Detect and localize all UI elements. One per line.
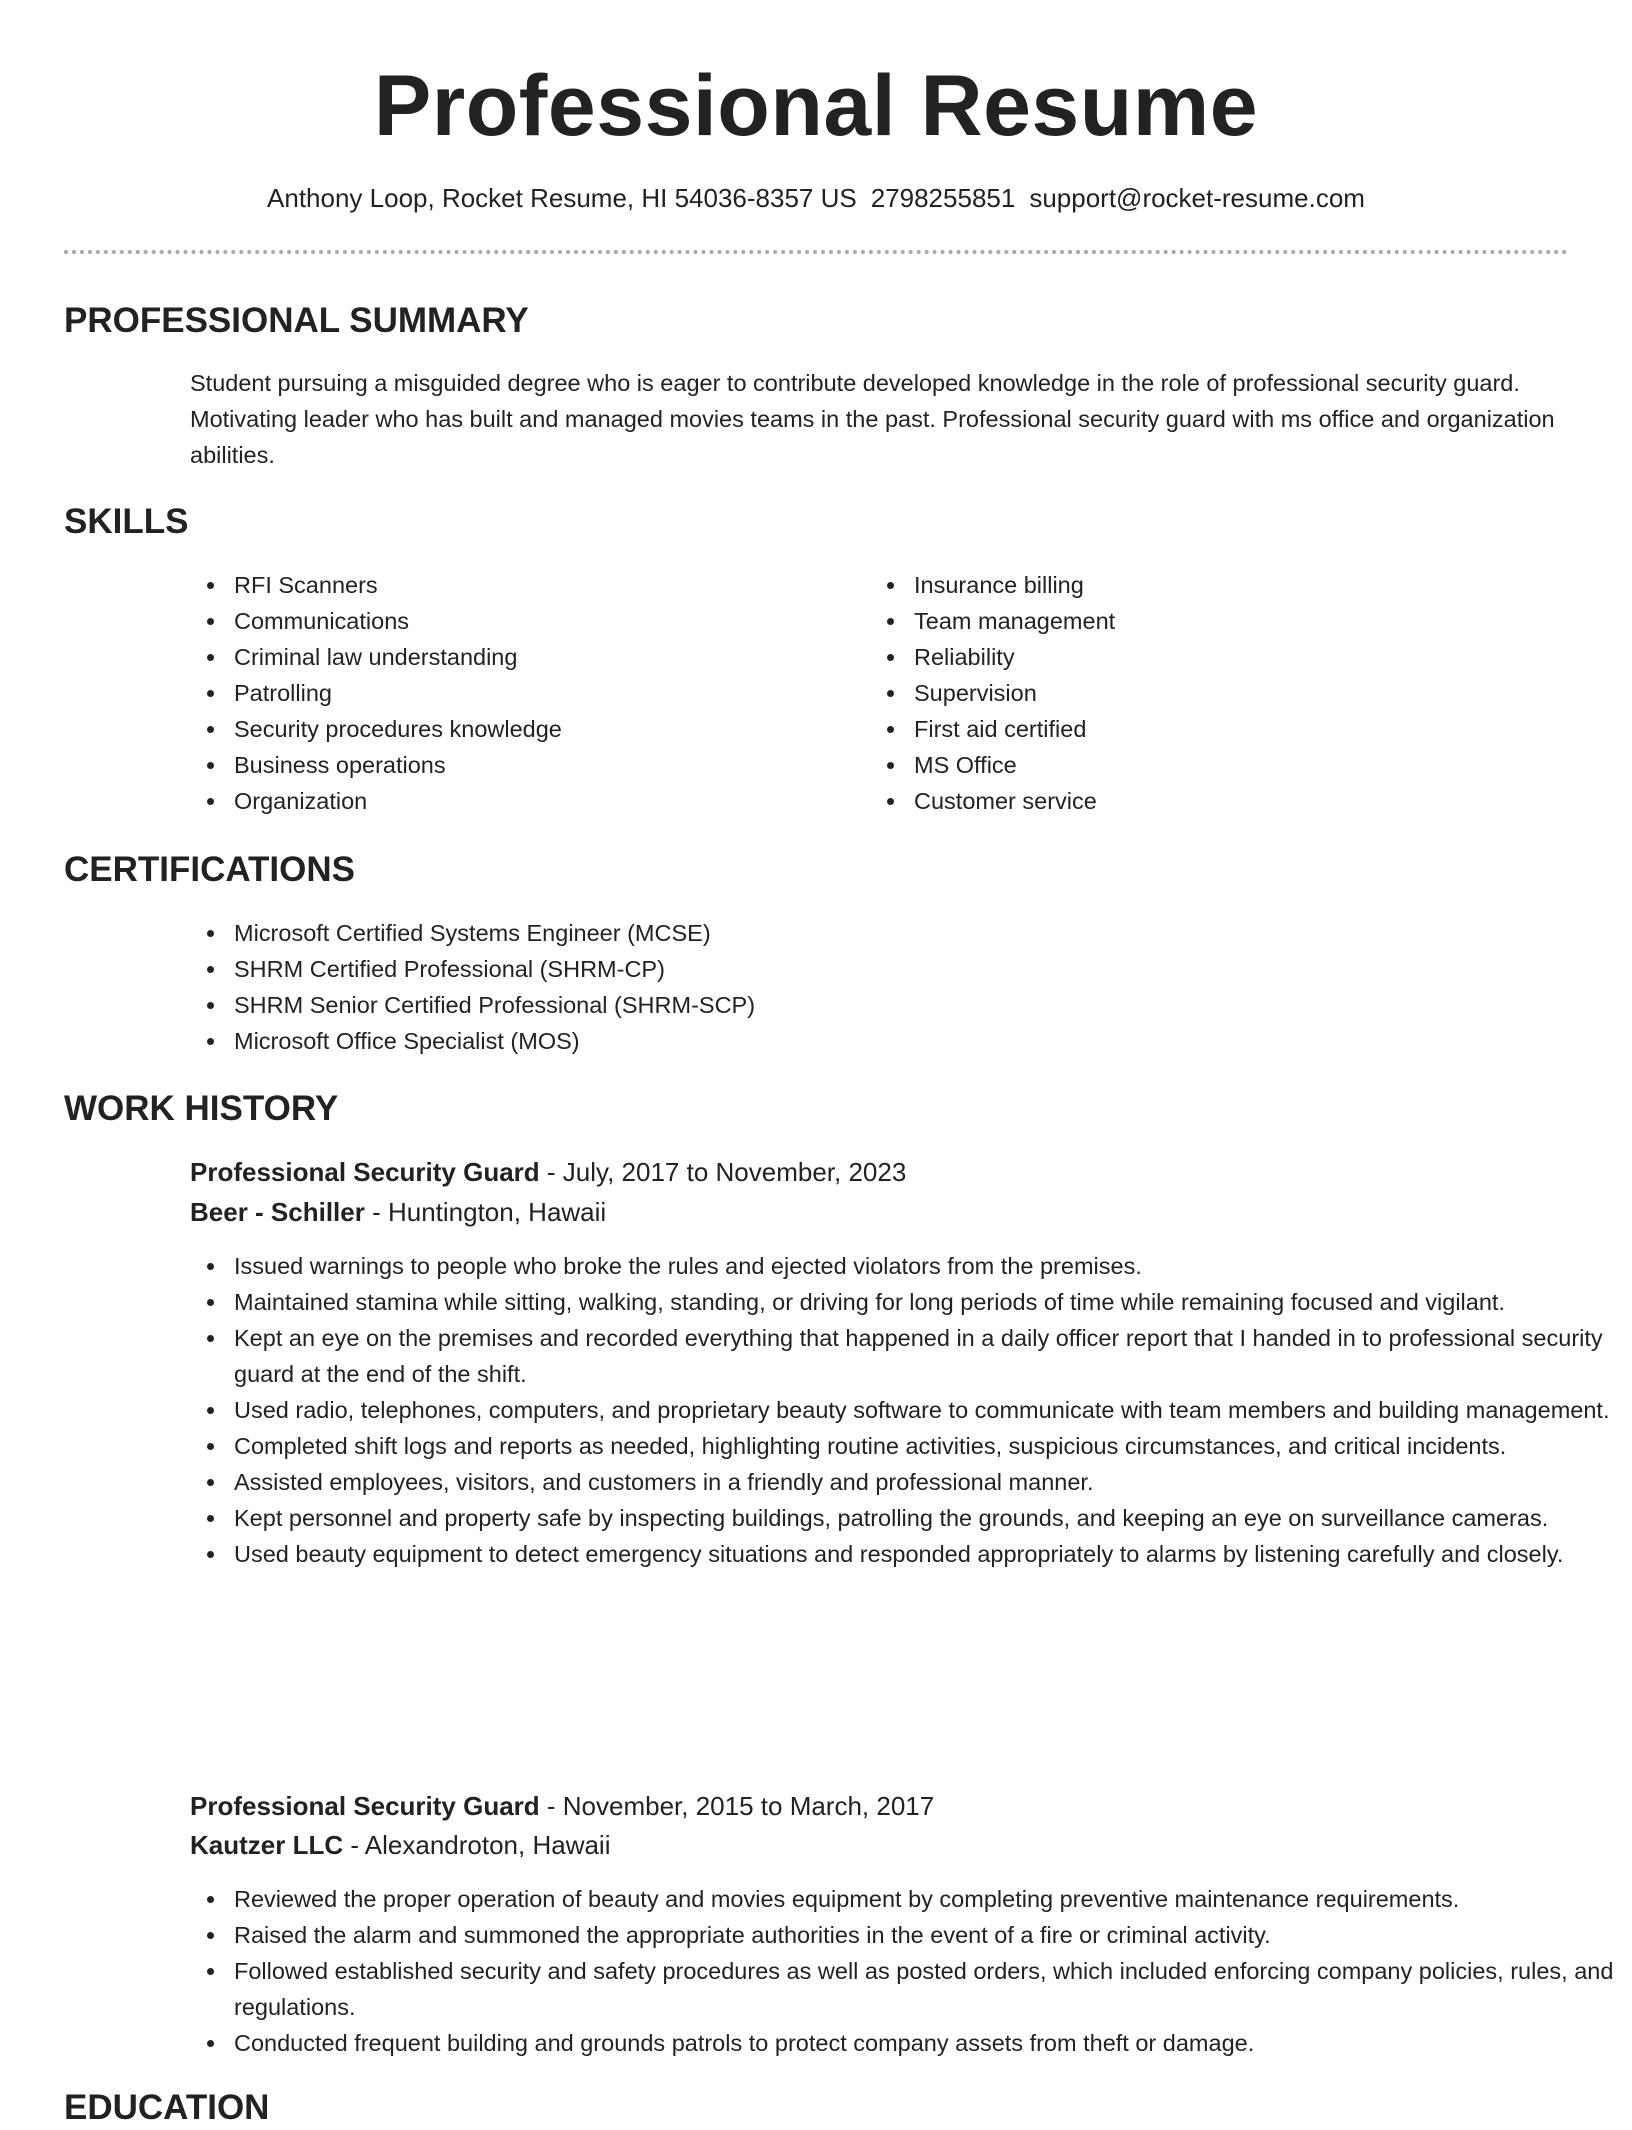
resume-title: Professional Resume	[373, 58, 1259, 154]
summary-text: Student pursuing a misguided degree who is eager to contribute developed knowledge in the role of professional security guard. Motivating leader who has built and managed movies teams in the past. Professional security guard with ms office and organization abilities.	[190, 370, 1555, 468]
education-heading: EDUCATION	[64, 2088, 270, 2127]
list-item: Supervision	[870, 675, 1550, 711]
list-item: Maintained stamina while sitting, walking, standing, or driving for long periods of time while remaining focused and vigilant.	[190, 1284, 1620, 1320]
list-item: Communications	[190, 603, 850, 639]
skills-list-left	[190, 567, 850, 819]
list-item: Patrolling	[190, 675, 850, 711]
list-item: Microsoft Office Specialist (MOS)	[190, 1023, 1568, 1059]
contact-phone: 2798255851	[870, 183, 1016, 213]
list-item: Used beauty equipment to detect emergency situations and responded appropriately to alarms by listening carefully and closely.	[190, 1536, 1620, 1572]
list-item: Followed established security and safety procedures as well as posted orders, which included enforcing company policies, rules, and regulations.	[190, 1953, 1620, 2025]
list-item: Kept personnel and property safe by inspecting buildings, patrolling the grounds, and keeping an eye on surveillance cameras.	[190, 1500, 1620, 1536]
list-item: Completed shift logs and reports as needed, highlighting routine activities, suspicious circumstances, and critical incidents.	[190, 1428, 1620, 1464]
list-item: Team management	[870, 603, 1550, 639]
job-company-line	[190, 1193, 606, 1231]
job-dates: - July, 2017 to November, 2023	[539, 1157, 907, 1187]
header-divider	[64, 250, 1568, 254]
list-item: Security procedures knowledge	[190, 711, 850, 747]
list-item: Assisted employees, visitors, and customers in a friendly and professional manner.	[190, 1464, 1620, 1500]
list-item: MS Office	[870, 747, 1550, 783]
list-item: Kept an eye on the premises and recorded everything that happened in a daily officer report that I handed in to professional security guard at the end of the shift.	[190, 1320, 1620, 1392]
list-item: Organization	[190, 783, 850, 819]
job-company: Beer - Schiller	[190, 1197, 365, 1227]
list-item: Criminal law understanding	[190, 639, 850, 675]
certifications-list	[190, 915, 1568, 1059]
job-company-line	[190, 1826, 611, 1864]
list-item: First aid certified	[870, 711, 1550, 747]
work-history-heading: WORK HISTORY	[64, 1089, 339, 1128]
list-item: SHRM Certified Professional (SHRM-CP)	[190, 951, 1568, 987]
job-location: - Alexandroton, Hawaii	[343, 1830, 611, 1860]
job-title: Professional Security Guard	[190, 1791, 540, 1821]
list-item: Raised the alarm and summoned the appropriate authorities in the event of a fire or criminal activity.	[190, 1917, 1620, 1953]
contact-email: support@rocket-resume.com	[1029, 183, 1365, 213]
summary-heading: PROFESSIONAL SUMMARY	[64, 301, 529, 340]
list-item: Insurance billing	[870, 567, 1550, 603]
job-title-line	[190, 1153, 906, 1191]
list-item: SHRM Senior Certified Professional (SHRM-SCP)	[190, 987, 1568, 1023]
job-title: Professional Security Guard	[190, 1157, 540, 1187]
skills-heading: SKILLS	[64, 502, 189, 541]
list-item: Issued warnings to people who broke the rules and ejected violators from the premises.	[190, 1248, 1620, 1284]
certifications-heading: CERTIFICATIONS	[64, 850, 356, 889]
contact-line	[64, 180, 1568, 216]
contact-address: Anthony Loop, Rocket Resume, HI 54036-8357 US	[267, 183, 857, 213]
list-item: RFI Scanners	[190, 567, 850, 603]
job-duties-list	[190, 1248, 1620, 1572]
list-item: Reviewed the proper operation of beauty and movies equipment by completing preventive maintenance requirements.	[190, 1881, 1620, 1917]
list-item: Customer service	[870, 783, 1550, 819]
job-location: - Huntington, Hawaii	[364, 1197, 607, 1227]
job-dates: - November, 2015 to March, 2017	[539, 1791, 935, 1821]
job-duties-list	[190, 1881, 1620, 2061]
list-item: Conducted frequent building and grounds patrols to protect company assets from theft or damage.	[190, 2025, 1620, 2061]
job-company: Kautzer LLC	[190, 1830, 344, 1860]
job-title-line	[190, 1787, 934, 1825]
list-item: Business operations	[190, 747, 850, 783]
list-item: Used radio, telephones, computers, and proprietary beauty software to communicate with team members and building management.	[190, 1392, 1620, 1428]
skills-list-right	[870, 567, 1550, 819]
list-item: Reliability	[870, 639, 1550, 675]
list-item: Microsoft Certified Systems Engineer (MCSE)	[190, 915, 1568, 951]
